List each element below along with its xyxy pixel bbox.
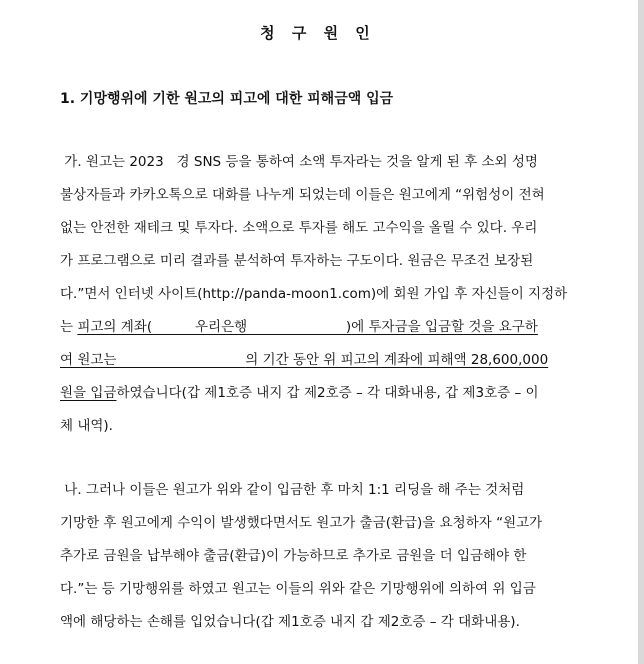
paragraph-line: 기망한 후 원고에게 수익이 발생했다면서도 원고가 출금(환급)을 요청하자 “원고가 bbox=[60, 515, 543, 531]
section-heading: 1. 기망행위에 기한 원고의 피고에 대한 피해금액 입금 bbox=[60, 91, 394, 107]
paragraph-line: 불상자들과 카카오톡으로 대화를 나누게 되었는데 이들은 원고에게 “위험성이 전혀 bbox=[60, 187, 545, 203]
paragraph-line: 여 원고는 의 기간 동안 위 피고의 계좌에 피해액 28,600,000 bbox=[60, 352, 549, 368]
paragraph-line: 나. 그러나 이들은 원고가 위와 같이 입금한 후 마치 1:1 리딩을 해 주는 것처럼 bbox=[60, 482, 525, 498]
paragraph-line: 추가로 금원을 납부해야 출금(환급)이 가능하므로 추가로 금원을 더 입금해야 한 bbox=[60, 548, 527, 564]
paragraph-line: 가 프로그램으로 미리 결과를 분석하여 투자하는 구도이다. 원금은 무조건 보장된 bbox=[60, 253, 534, 269]
paragraph-line: 원을 입금하였습니다(갑 제1호증 내지 갑 제2호증 – 각 대화내용, 갑 제3호증 – 이 bbox=[60, 385, 539, 401]
page-edge bbox=[638, 0, 644, 664]
paragraph-line: 다.”면서 인터넷 사이트(http://panda-moon1.com)에 회원 가입 후 자신들이 지정하 bbox=[60, 286, 568, 302]
paragraph-line: 다.”는 등 기망행위를 하였고 원고는 이들의 위와 같은 기망행위에 의하여 위 입금 bbox=[60, 581, 536, 597]
account-text: 피고의 계좌( 우리은행 ) bbox=[77, 319, 352, 335]
paragraph-line: 없는 안전한 재테크 및 투자다. 소액으로 투자를 해도 고수익을 올릴 수 있다. 우리 bbox=[60, 220, 538, 236]
paragraph-line: 는 피고의 계좌( 우리은행 )에 투자금을 입금할 것을 요구하 bbox=[60, 319, 538, 335]
paragraph-line: 가. 원고는 2023 경 SNS 등을 통하여 소액 투자라는 것을 알게 된 후 소외 성명 bbox=[60, 154, 538, 170]
paragraph-line: 액에 해당하는 손해를 입었습니다(갑 제1호증 내지 갑 제2호증 – 각 대화내용). bbox=[60, 614, 520, 630]
paragraph-line: 체 내역). bbox=[60, 418, 113, 434]
document-title: 청 구 원 인 bbox=[260, 24, 376, 42]
